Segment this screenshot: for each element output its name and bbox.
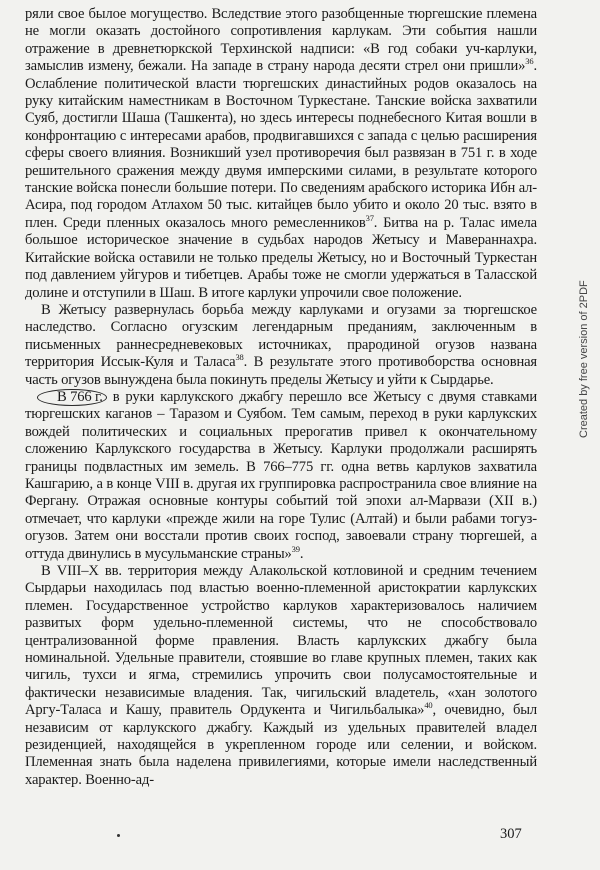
footnote-ref: 39: [291, 543, 300, 554]
page-number: 307: [500, 826, 522, 842]
footnote-ref: 38: [235, 352, 244, 363]
text-run: .: [299, 545, 304, 562]
stray-mark: [117, 834, 120, 837]
paragraph: [25, 6, 537, 302]
circled-date-annotation: В 766 г.: [37, 389, 107, 406]
text-run: В Жетысу развернулась борьба между карлуками и огузами за тюргешское наследство. Согласно огузским легендарным преданиям, заключенным в письменных раннесредневековых источниках, прародиной огузов названа территория Иссык-Куля и Таласа: [25, 301, 537, 371]
watermark-note: Created by free version of 2PDF: [578, 280, 590, 438]
paragraph: [25, 389, 537, 563]
text-run: в руки карлукского джабгу перешло все Жетысу с двумя ставками тюргешских каганов – Таразом и Суябом. Тем самым, переход в руки карлукских вождей политических и социальных прерогатив привел к окончательному сложению Карлукского государства в Жетысу. Карлуки продолжали расширять границы подвластных им земель. В 766–775 гг. одна ветвь карлуков захватила Кашгарию, а в конце VIII в. другая их группировка распространила свое влияние на Фергану. Отражая основные контуры событий той эпохи ал-Марвази (XII в.) отмечает, что карлуки «прежде жили на горе Тулис (Алтай) и были рабами тогуз-огузов. Затем они восстали против своих господ, завоевали страну тюргешей, а оттуда двинулись в мусульманские страны»: [25, 388, 537, 562]
paragraph: [25, 563, 537, 789]
paragraph: [25, 302, 537, 389]
text-run: . Ослабление политической власти тюргешских династийных родов оказалось на руку китайским наместникам в Восточном Туркестане. Танские войска захватили Суяб, достигли Шаша (Ташкента), но здесь интересы поднебесного Китая вошли в конфронтацию с интересами арабов, продвигавшихся с запада с целью расширения сферы своего влияния. Возникший узел противоречия был развязан в 751 г. в ходе решительного сражения между двумя имперскими силами, в результате которого танские войска понесли большие потери. По сведениям арабского историка Ибн ал-Асира, под городом Атлахом 50 тыс. китайцев было убито и около 20 тыс. взято в плен. Среди пленных оказалось много ремесленников: [25, 58, 537, 231]
text-run: . Битва на р. Талас имела большое историческое значение в судьбах народов Жетысу и Мавераннахра. Китайские войска оставили не только пределы Жетысу, но и Восточный Туркестан под давлением уйгуров и тибетцев. Арабы тоже не смогли удержаться в Таласской долине и отступили в Шаш. В итоге карлуки упрочили свое положение.: [25, 214, 538, 301]
text-run: ряли свое былое могущество. Вследствие этого разобщенные тюргешские племена не могли оказать достойного сопротивления карлукам. Эти события нашли отражение в древнетюркской Терхинской надписи: «В год собаки уч-карлуки, замыслив измену, бежали. На западе в страну народа десяти стрел они пришли»: [25, 6, 537, 75]
footnote-ref: 36: [525, 56, 534, 67]
body-text: [25, 6, 537, 789]
text-run: , очевидно, был независим от карлукского джабгу. Каждый из удельных правителей владел резиденцией, находящейся в укрепленном городе или селении, и войском. Племенная знать была наделена привилегиями, которые имели наследственный характер. Военно-ад-: [25, 702, 538, 788]
footnote-ref: 40: [424, 700, 433, 711]
text-run: В VIII–X вв. территория между Алакольской котловиной и средним течением Сырдарьи находилась под властью военно-племенной аристократии карлукских племен. Государственное устройство карлуков характеризовалось наличием развитых форм удельно-племенной системы, что не способствовало централизованной форме правления. Власть карлукских джабгу была номинальной. Удельные правители, стоявшие во главе крупных племен, таких как чигиль, тухси и ягма, стремились упрочить свои полусамостоятельные и фактически независимые владения. Так, чигильский владетель, «хан золотого Аргу-Таласа и Кашу, правитель Ордукента и Чигильбалыка»: [25, 563, 537, 719]
text-run: . В результате этого противоборства основная часть огузов вынуждена была покинуть пределы Жетысу и уйти к Сырдарье.: [25, 354, 537, 388]
footnote-ref: 37: [365, 213, 374, 224]
